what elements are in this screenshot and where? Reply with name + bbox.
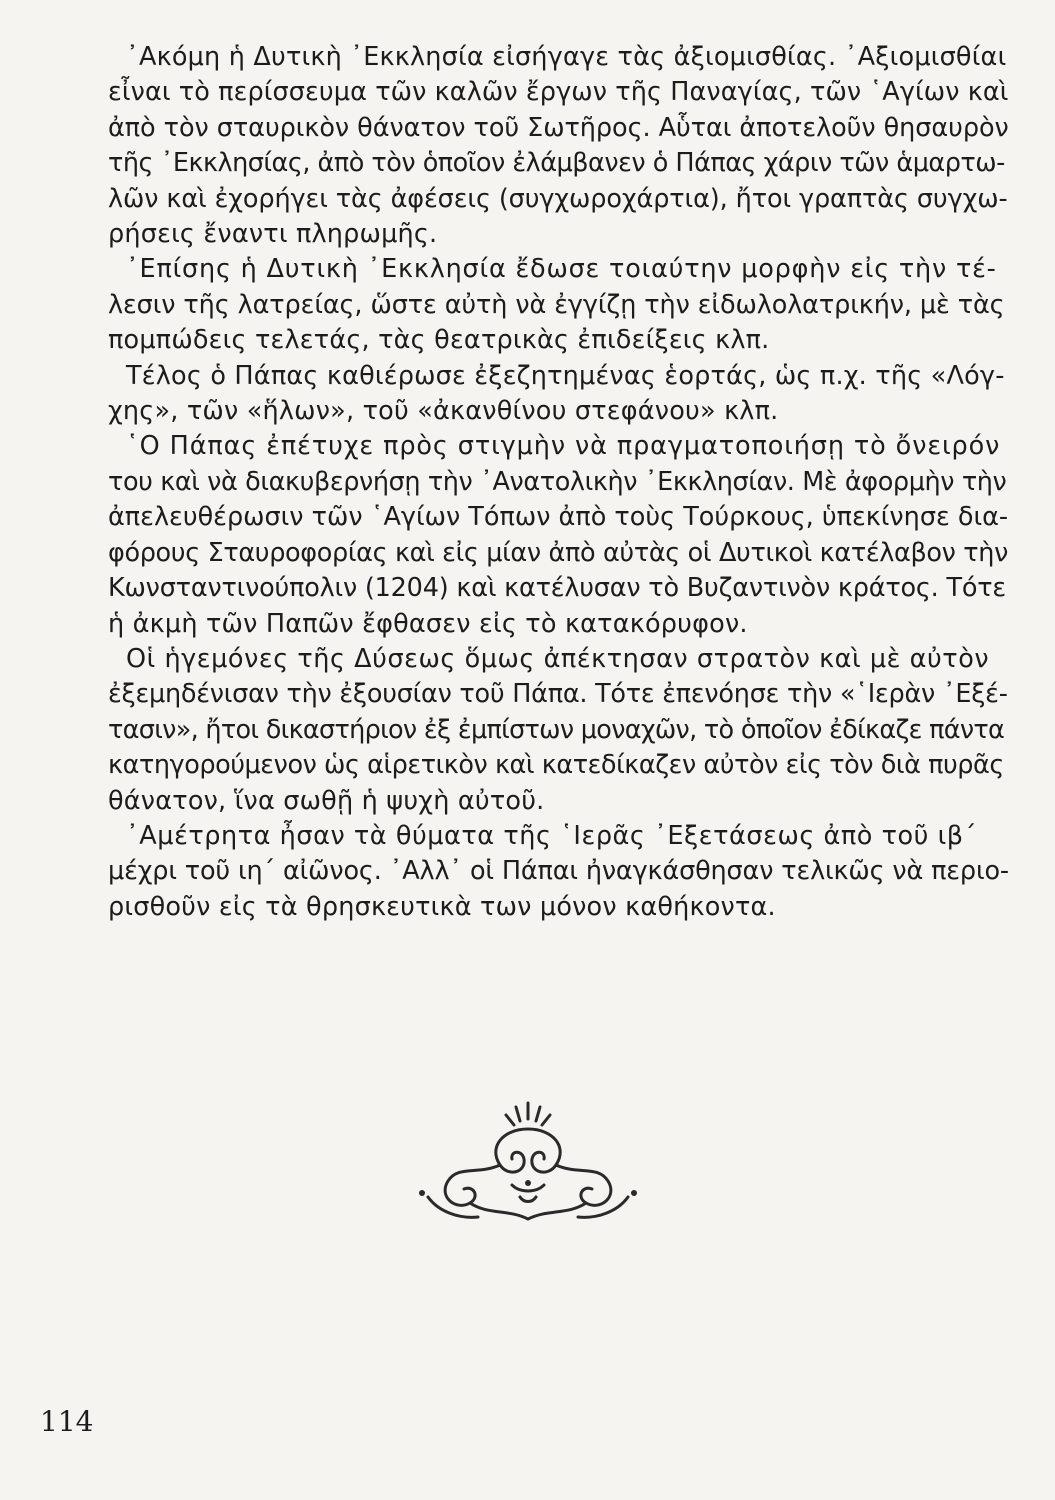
text-line: ῾Ο Πάπας ἐπέτυχε πρὸς στιγμὴν νὰ πραγματοποιήσῃ τὸ ὄνειρόν (126, 431, 1001, 462)
text-line: ἀπελευθέρωσιν τῶν ῾Αγίων Τόπων ἀπὸ τοὺς Τούρκους, ὑπεκίνησε δια- (108, 502, 1009, 533)
text-line: του καὶ νὰ διακυβερνήσῃ τὴν ᾿Ανατολικὴν ᾿Εκκλησίαν. Μὲ ἀφορμὴν τὴν (108, 466, 1007, 497)
text-line: τασιν», ἤτοι δικαστήριον ἐξ ἐμπίστων μοναχῶν, τὸ ὁποῖον ἐδίκαζε πάντα (108, 714, 1005, 745)
text-line: πομπώδεις τελετάς, τὰς θεατρικὰς ἐπιδείξεις κλπ. (108, 325, 770, 356)
text-line: ρισθοῦν εἰς τὰ θρησκευτικὰ των μόνον καθήκοντα. (108, 891, 776, 922)
text-line: λῶν καὶ ἐχορήγει τὰς ἀφέσεις (συγχωροχάρτια), ἤτοι γραπτὰς συγχω- (108, 183, 1008, 214)
paragraph-1 (108, 40, 1008, 252)
text-line: φόρους Σταυροφορίας καὶ εἰς μίαν ἀπὸ αὐτὰς οἱ Δυτικοὶ κατέλαβον τὴν (108, 537, 1008, 568)
text-line: Κωνσταντινούπολιν (1204) καὶ κατέλυσαν τὸ Βυζαντινὸν κράτος. Τότε (108, 573, 1006, 604)
paragraph-2 (108, 252, 1008, 358)
text-line: ᾿Αμέτρητα ἦσαν τὰ θύματα τῆς ῾Ιερᾶς ᾿Εξετάσεως ἀπὸ τοῦ ιβ´ (126, 820, 977, 851)
text-line: χης», τῶν «ἥλων», τοῦ «ἀκανθίνου στεφάνου» κλπ. (108, 396, 779, 427)
text-line: κατηγορούμενον ὡς αἱρετικὸν καὶ κατεδίκαζεν αὐτὸν εἰς τὸν διὰ πυρᾶς (108, 750, 1004, 781)
page-number: 114 (40, 1405, 94, 1438)
body-text (108, 40, 1008, 925)
text-line: ᾿Ακόμη ἡ Δυτικὴ ᾿Εκκλησία εἰσήγαγε τὰς ἀξιομισθίας. ᾿Αξιομισθίαι (126, 42, 1007, 72)
text-line: Τέλος ὁ Πάπας καθιέρωσε ἐξεζητημένας ἑορτάς, ὡς π.χ. τῆς «Λόγ- (126, 360, 1005, 391)
text-line: Οἱ ἡγεμόνες τῆς Δύσεως ὅμως ἀπέκτησαν στρατὸν καὶ μὲ αὐτὸν (126, 643, 990, 674)
text-line: ἡ ἀκμὴ τῶν Παπῶν ἔφθασεν εἰς τὸ κατακόρυφον. (108, 608, 748, 639)
text-line: λεσιν τῆς λατρείας, ὥστε αὐτὴ νὰ ἐγγίζῃ τὴν εἰδωλολατρικήν, μὲ τὰς (108, 289, 1005, 320)
paragraph-4 (108, 429, 1008, 641)
paragraph-3 (108, 359, 1008, 430)
paragraph-5 (108, 642, 1008, 819)
text-line: ᾿Επίσης ἡ Δυτικὴ ᾿Εκκλησία ἔδωσε τοιαύτην μορφὴν εἰς τὴν τέ- (126, 254, 997, 285)
text-line: ρήσεις ἔναντι πληρωμῆς. (108, 219, 438, 250)
text-line: μέχρι τοῦ ιη´ αἰῶνος. ᾿Αλλ᾿ οἱ Πάπαι ἠναγκάσθησαν τελικῶς νὰ περιο- (108, 856, 1009, 887)
floral-vignette-icon (408, 1085, 648, 1235)
text-line: εἶναι τὸ περίσσευμα τῶν καλῶν ἔργων τῆς Παναγίας, τῶν ῾Αγίων καὶ (108, 77, 1009, 108)
paragraph-6 (108, 819, 1008, 925)
text-line: τῆς ᾿Εκκλησίας, ἀπὸ τὸν ὁποῖον ἐλάμβανεν ὁ Πάπας χάριν τῶν ἁμαρτω- (108, 148, 1005, 179)
text-line: ἐξεμηδένισαν τὴν ἐξουσίαν τοῦ Πάπα. Τότε ἐπενόησε τὴν «῾Ιερὰν ᾿Εξέ- (108, 679, 1008, 710)
text-line: θάνατον, ἵνα σωθῇ ἡ ψυχὴ αὐτοῦ. (108, 785, 545, 816)
text-line: ἀπὸ τὸν σταυρικὸν θάνατον τοῦ Σωτῆρος. Αὗται ἀποτελοῦν θησαυρὸν (108, 112, 1009, 143)
